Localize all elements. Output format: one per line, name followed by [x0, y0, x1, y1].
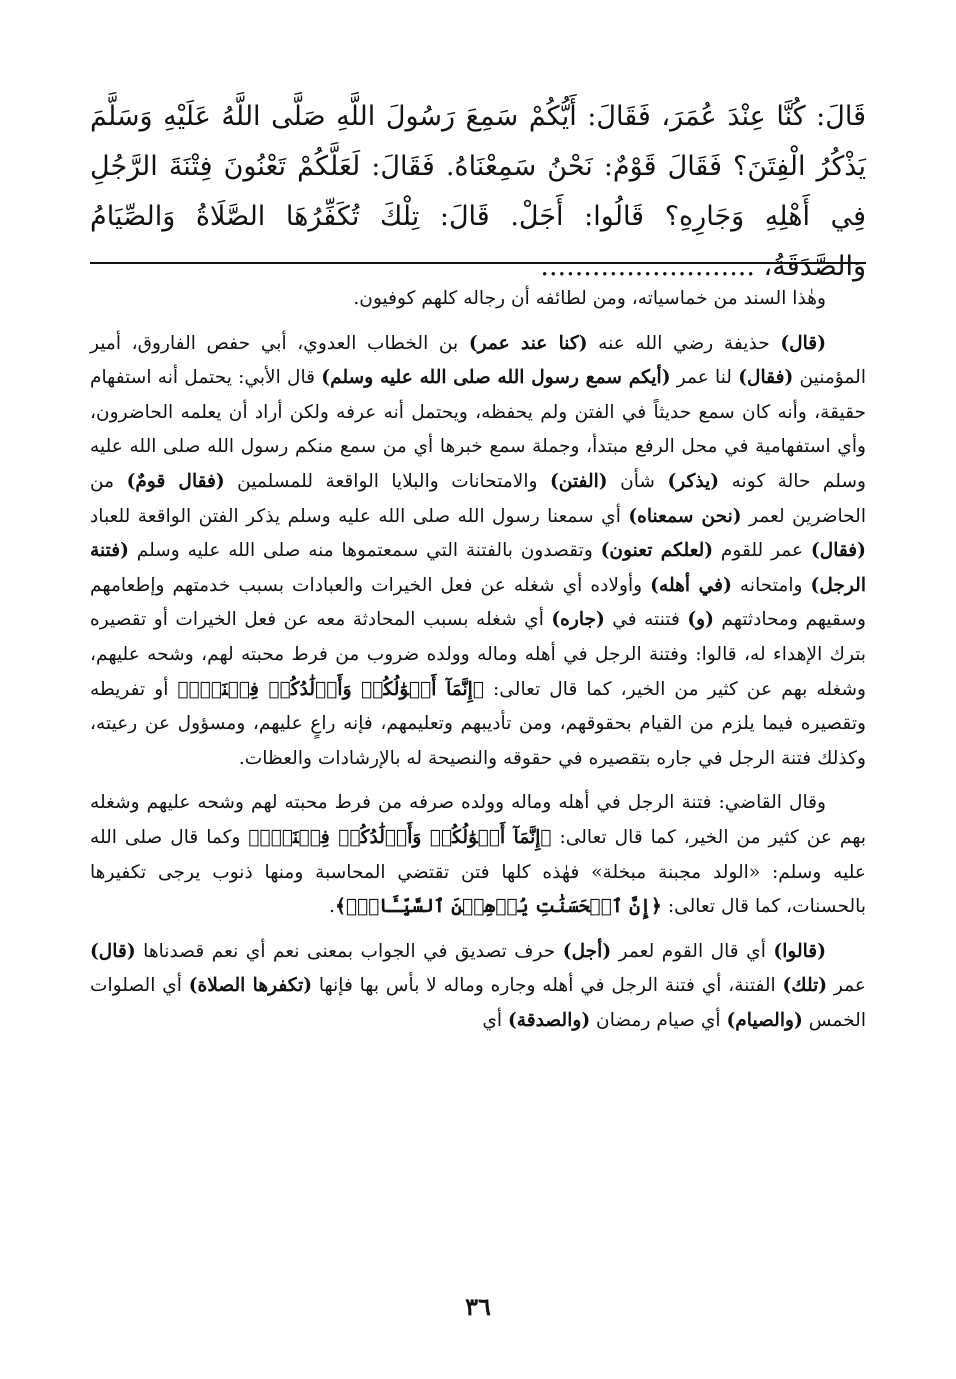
bold-term: (الفتن)	[550, 470, 608, 492]
bold-term: (تكفرها الصلاة)	[188, 975, 313, 997]
commentary-paragraph-1: وهٰذا السند من خماسياته، ومن لطائفه أن رجاله كلهم كوفيون.	[353, 288, 826, 309]
body-text: فتنته في	[604, 609, 688, 631]
bold-term: (يذكر)	[667, 470, 720, 492]
body-text: عمر للقوم	[713, 540, 811, 562]
body-text: عمر	[827, 975, 866, 997]
bold-term: (تلك)	[782, 975, 828, 997]
bold-term: (والصيام)	[726, 1009, 803, 1031]
commentary-paragraph-4	[90, 935, 866, 1039]
bold-term: (فقال)	[810, 540, 866, 562]
body-text: وكما قال صلى الله عليه وسلم: «الولد مجبنة مبخلة» فهٰذه كلها فتن تقتضي المحاسبة ومنها ذنوب يرجى تكفيرها بالحسنات، كما قال تعالى:	[90, 826, 866, 918]
body-text: .	[329, 896, 336, 918]
body-text: أي	[482, 1009, 508, 1031]
body-text: بن الخطاب العدوي، أبي حفص الفاروق، أمير المؤمنين	[90, 332, 867, 389]
body-text: من الحاضرين لعمر	[90, 470, 866, 527]
bold-term: (فقال قومٌ)	[126, 470, 225, 492]
body-text: وتقصدون بالفتنة التي سمعتموها منه صلى الله عليه وسلم	[128, 540, 601, 562]
body-text: وامتحانه	[731, 574, 811, 596]
quran-verse: ﴿إِنَّمَآ أَمۡوَٰلُكُمۡ وَأَوۡلَٰدُكُمۡ فِتۡنَةٞۚ﴾	[248, 826, 552, 848]
footnote-divider	[90, 262, 866, 264]
body-text: أي الصلوات الخمس	[90, 975, 866, 1031]
bold-term: (نحن سمعناه)	[628, 505, 742, 527]
body-text: والامتحانات والبلايا الواقعة للمسلمين	[224, 470, 550, 492]
body-text: أي قال القوم لعمر	[611, 940, 774, 962]
bold-term: (فتنة الرجل)	[90, 540, 866, 596]
hadith-text: قَالَ: كُنَّا عِنْدَ عُمَرَ، فَقَالَ: أَيُّكُمْ سَمِعَ رَسُولَ اللَّهِ صَلَّى اللَّهُ عَلَيْهِ وَسَلَّمَ يَذْكُرُ الْفِتَنَ؟ فَقَالَ قَوْمٌ: نَحْنُ سَمِعْنَاهُ. فَقَالَ: لَعَلَّكُمْ تَعْنُونَ فِتْنَةَ الرَّجُلِ فِي أَهْلِهِ وَجَارِهِ؟ قَالُوا: أَجَلْ. قَالَ: تِلْكَ تُكَفِّرُهَا الصَّلَاةُ وَالصِّيَامُ وَالصَّدَقَةُ، .........................	[90, 101, 866, 282]
bold-term: (أيكم سمع رسول الله صلى الله عليه وسلم)	[321, 367, 671, 389]
body-text: أي صيام رمضان	[590, 1009, 727, 1031]
body-text: أو تفريطه وتقصيره فيما يلزم من القيام بحقوقهم، ومن تأديبهم وتعليمهم، فإنه راعٍ عليهم، ومسؤول عن رعيته، وكذلك فتنة الرجل في جاره بتقصيره في حقوقه والنصيحة له بالإرشادات والعظات.	[90, 678, 866, 769]
page-number: ٣٦	[465, 1292, 491, 1321]
body-text: أي سمعنا رسول الله صلى الله عليه وسلم يذكر الفتن الواقعة للعباد	[90, 505, 629, 527]
commentary-paragraph-3	[90, 786, 866, 924]
commentary	[90, 282, 866, 1048]
body-text: وقال القاضي: فتنة الرجل في أهله وماله وولده صرفه من فرط محبته لهم وشحه عليهم وشغله بهم عن كثير من الخير، كما قال تعالى:	[90, 792, 866, 848]
body-text: شأن	[607, 470, 668, 492]
commentary-paragraph-2	[90, 327, 866, 777]
body-text: الفتنة، أي فتنة الرجل في أهله وجاره وماله لا بأس بها فإنها	[312, 975, 783, 997]
bold-term: (في أهله)	[650, 574, 732, 596]
bold-term: (أجل)	[562, 940, 612, 962]
body-text: وأولاده أي شغله عن فعل الخيرات والعبادات بسبب خدمتهم وإطعامهم وسقيهم ومحادثتهم	[90, 574, 866, 631]
bold-term: (قال)	[780, 332, 826, 354]
bold-term: (جاره)	[551, 609, 605, 631]
bold-term: (والصدقة)	[507, 1009, 591, 1031]
body-text: حرف تصديق في الجواب بمعنى نعم أي نعم قصدناها	[135, 940, 563, 962]
body-text: لنا عمر	[670, 367, 739, 389]
bold-term: (قال)	[90, 940, 136, 962]
body-text: أي شغله بسبب المحادثة معه عن فعل الخيرات أو تقصيره بترك الإهداء له، قالوا: وفتنة الرجل في أهله وماله وولده ضروب من فرط محبته لهم، وشحه عليهم، وشغله بهم عن كثير من الخير، كما قال تعالى:	[90, 609, 867, 700]
bold-term: (و)	[687, 609, 714, 631]
quran-verse: ﴿إِنَّ ٱلۡحَسَنَٰتِ يُذۡهِبۡنَ ٱلسَّيِّـَٔاتِۚ﴾	[335, 896, 662, 918]
body-text: قال الأبي: يحتمل أنه استفهام حقيقة، وأنه كان سمع حديثاً في الفتن ولم يحفظه، ويحتمل أنه عرفه ولكن أراد أن يعلمه الحاضرون، وأي استفهامية في محل الرفع مبتدأ، وجملة سمع خبرها أي من سمع منكم رسول الله صلى الله عليه وسلم حالة كونه	[90, 367, 866, 492]
bold-term: (لعلكم تعنون)	[600, 540, 714, 562]
bold-term: (كنا عند عمر)	[468, 332, 588, 354]
body-text: حذيفة رضي الله عنه	[587, 332, 781, 354]
bold-term: (قالوا)	[773, 940, 826, 962]
quran-verse: ﴿إِنَّمَآ أَمۡوَٰلُكُمۡ وَأَوۡلَٰدُكُمۡ فِتۡنَةٞۚ﴾	[177, 678, 484, 700]
bold-term: (فقال)	[738, 367, 794, 389]
